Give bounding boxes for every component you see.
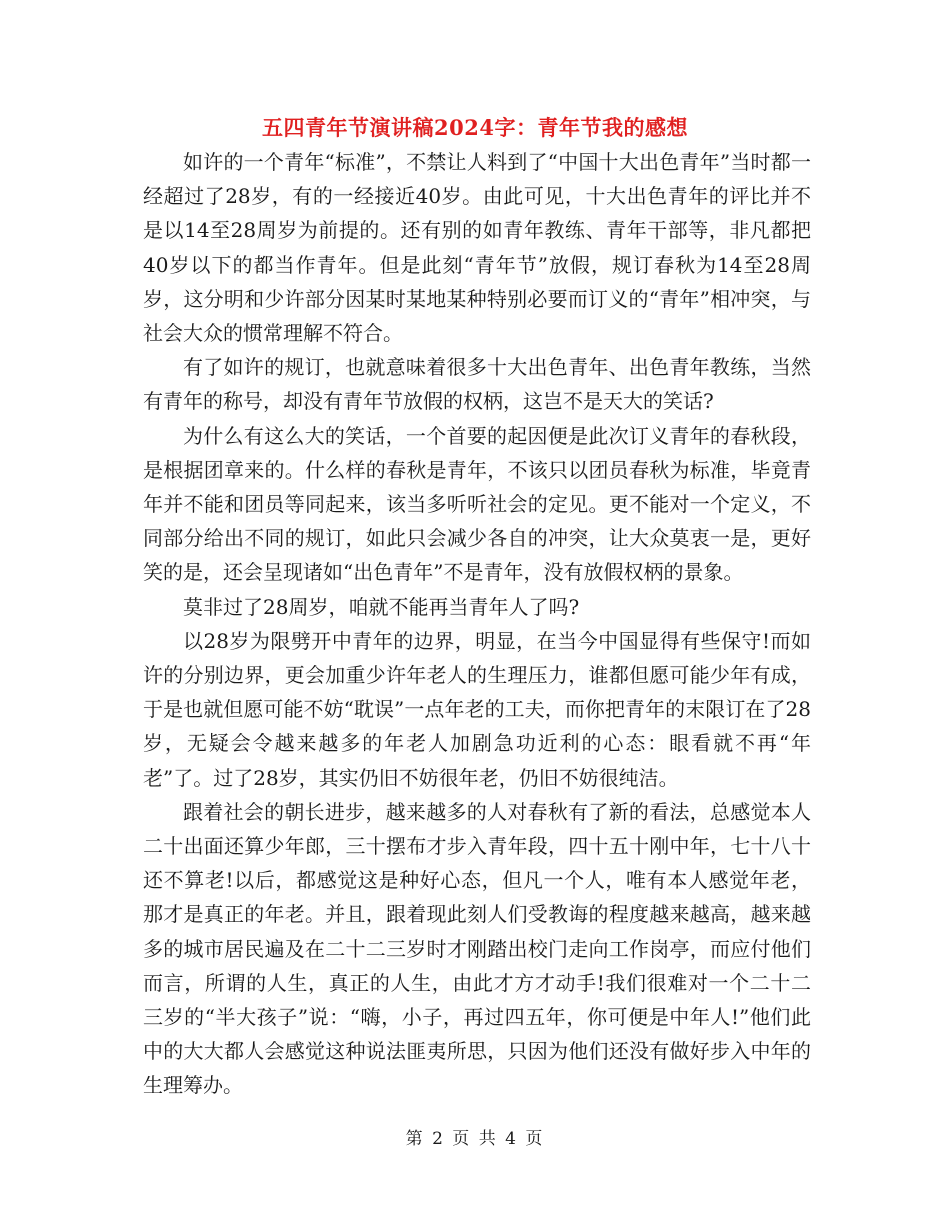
paragraph-1: 如许的一个青年“标准”，不禁让人料到了“中国十大出色青年”当时都一经超过了28岁，有的一经接近40岁。由此可见，十大出色青年的评比并不是以14至28周岁为前提的。还有别的如青年教练、青年干部等，非凡都把40岁以下的都当作青年。但是此刻“青年节”放假，规订春秋为14至28周岁，这分明和少许部分因某时某地某种特别必要而订义的“青年”相冲突，与社会大众的惯常理解不符合。 bbox=[143, 150, 811, 346]
paragraph-3: 为什么有这么大的笑话，一个首要的起因便是此次订义青年的春秋段，是根据团章来的。什么样的春秋是青年，不该只以团员春秋为标准，毕竟青年并不能和团员等同起来，该当多听听社会的定见。更不能对一个定义，不同部分给出不同的规订，如此只会减少各自的冲突，让大众莫衷一是，更好笑的是，还会呈现诸如“出色青年”不是青年，没有放假权柄的景象。 bbox=[143, 423, 811, 585]
paragraph-2: 有了如许的规订，也就意味着很多十大出色青年、出色青年教练，当然有青年的称号，却没有青年节放假的权柄，这岂不是天大的笑话? bbox=[143, 355, 811, 414]
paragraph-5: 以28岁为限劈开中青年的边界，明显，在当今中国显得有些保守!而如许的分别边界，更会加重少许年老人的生理压力，谁都但愿可能少年有成，于是也就但愿可能不妨“耽误”一点年老的工夫，而你把青年的末限订在了28岁，无疑会令越来越多的年老人加剧急功近利的心态：眼看就不再“年老”了。过了28岁，其实仍旧不妨很年老，仍旧不妨很纯洁。 bbox=[143, 628, 811, 790]
paragraph-4: 莫非过了28周岁，咱就不能再当青年人了吗? bbox=[183, 594, 580, 619]
paragraph-6: 跟着社会的朝长进步，越来越多的人对春秋有了新的看法，总感觉本人二十出面还算少年郎，三十摆布才步入青年段，四十五十刚中年，七十八十还不算老!以后，都感觉这是种好心态，但凡一个人，唯有本人感觉年老，那才是真正的年老。并且，跟着现此刻人们受教诲的程度越来越高，越来越多的城市居民遍及在二十二三岁时才刚踏出校门走向工作岗亭，而应付他们而言，所谓的人生，真正的人生，由此才方才动手!我们很难对一个二十二三岁的“半大孩子”说：“嗨，小子，再过四五年，你可便是中年人!”他们此中的大大都人会感觉这种说法匪夷所思，只因为他们还没有做好步入中年的生理筹办。 bbox=[143, 799, 811, 1098]
page-number-footer: 第 2 页 共 4 页 bbox=[405, 1129, 545, 1149]
document-body bbox=[143, 145, 811, 1103]
document-title: 五四青年节演讲稿2024字：青年节我的感想 bbox=[262, 115, 688, 140]
